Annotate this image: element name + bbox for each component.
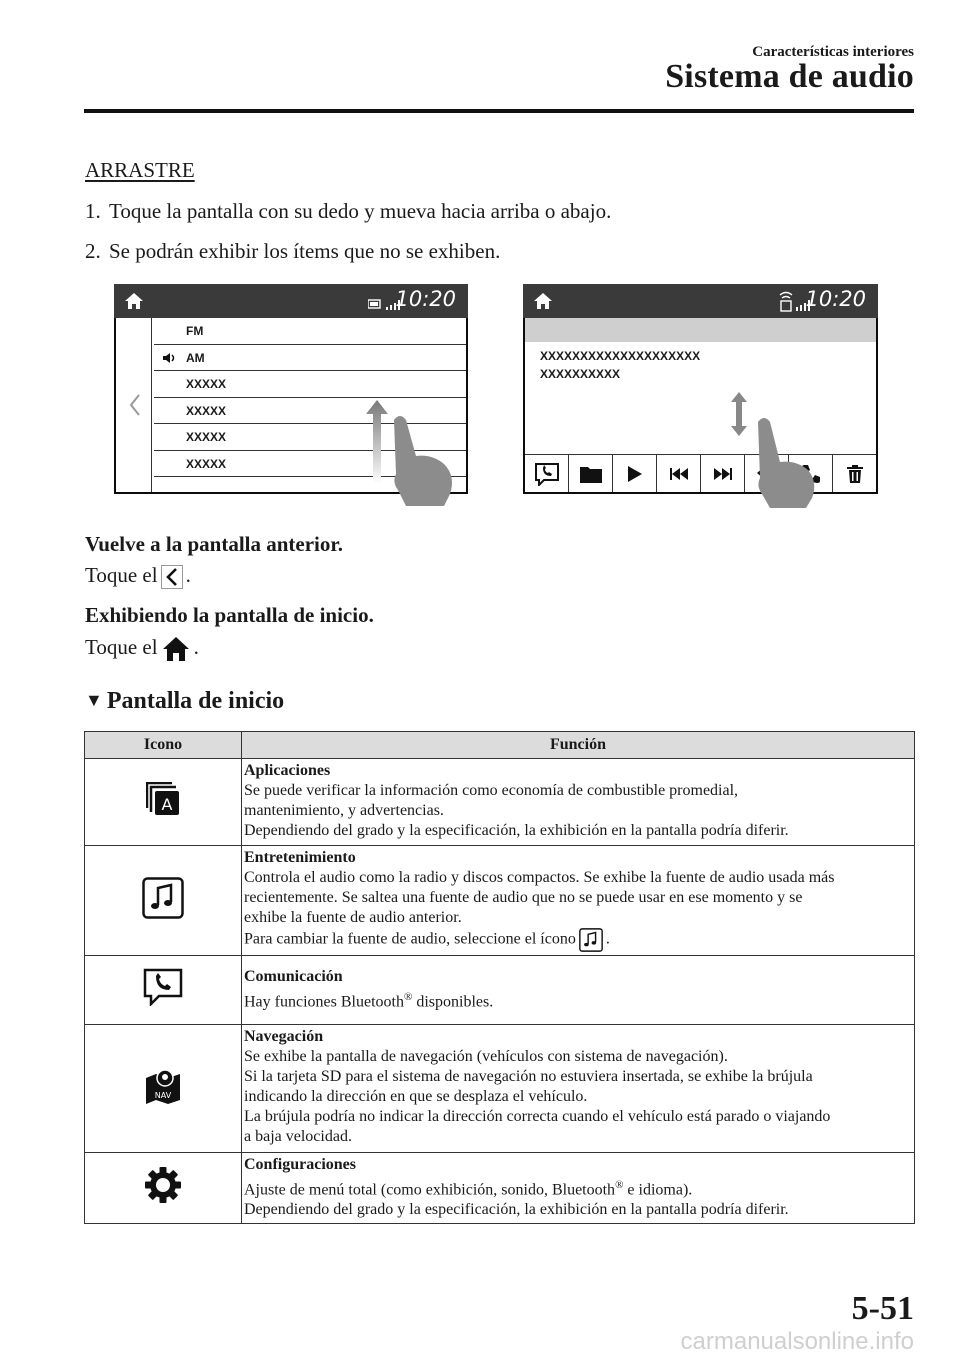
- home-screen-table: [84, 731, 915, 1224]
- previous-track-icon: [669, 467, 689, 481]
- message-screen-clock: 10:20: [805, 287, 866, 311]
- page-title: Sistema de audio: [665, 58, 914, 95]
- table-row: [85, 846, 915, 956]
- toolbar-slot: [657, 455, 701, 492]
- list-item: XXXXX: [154, 371, 466, 398]
- step-2-number: 2.: [85, 239, 101, 263]
- home-icon: [124, 292, 144, 310]
- table-row: [85, 1025, 915, 1153]
- trash-icon: [846, 464, 864, 484]
- icon-cell: [85, 1025, 242, 1153]
- function-cell: Entretenimiento Controla el audio como la radio y discos compactos. Se exhibe la fuente de audio usada más recientemente. Se saltea una fuente de audio que no se puede usar en ese momento y se exhibe la fuente de audio anterior. Para cambiar la fuente de audio, seleccione el ícono .: [242, 846, 915, 956]
- next-track-icon: [713, 467, 733, 481]
- communication-icon: [534, 462, 560, 486]
- back-instruction: Toque el .: [85, 563, 191, 589]
- icon-cell: [85, 956, 242, 1025]
- section-title: ▼ Pantalla de inicio: [85, 688, 285, 714]
- function-cell: Aplicaciones Se puede verificar la información como economía de combustible promedial, mantenimiento, y advertencias. Dependiendo del grado y la especificación, la exhibición en la pantalla podría diferir.: [242, 759, 915, 846]
- function-cell: Comunicación Hay funciones Bluetooth® disponibles.: [242, 956, 915, 1025]
- back-rail: [116, 318, 152, 492]
- entertainment-icon: [579, 928, 603, 952]
- home-icon: [533, 292, 553, 310]
- svg-text:A: A: [161, 795, 173, 814]
- header-section-label: Características interiores: [752, 44, 914, 60]
- list-screen-clock: 10:20: [395, 287, 456, 311]
- list-item: FM: [154, 318, 466, 345]
- message-screen-body: [525, 318, 876, 492]
- swipe-up-hand-icon: [362, 398, 462, 508]
- watermark: carmanualsonline.info: [680, 1328, 914, 1355]
- navigation-icon: [143, 1066, 183, 1106]
- gear-icon: [144, 1166, 182, 1204]
- list-item: XXXXX: [154, 424, 466, 451]
- message-screen-status-bar: [523, 284, 878, 318]
- back-chevron-icon: [130, 394, 140, 416]
- home-instruction: Toque el .: [85, 635, 199, 663]
- toolbar-slot: [701, 455, 745, 492]
- entertainment-icon: [142, 877, 184, 919]
- message-line-1: XXXXXXXXXXXXXXXXXXXX: [540, 349, 701, 363]
- folder-icon: [579, 464, 603, 484]
- scroll-updown-icon: [731, 392, 747, 436]
- svg-text:NAV: NAV: [154, 1090, 172, 1100]
- message-toolbar: [525, 454, 876, 492]
- function-cell: Configuraciones Ajuste de menú total (como exhibición, sonido, Bluetooth® e idioma). Dependiendo del grado y la especificación, la exhibición en la pantalla podría diferir.: [242, 1153, 915, 1224]
- back-chevron-icon: [161, 565, 183, 589]
- swipe-hand-icon: [752, 414, 818, 510]
- toolbar-slot: [833, 455, 876, 492]
- message-line-2: XXXXXXXXXX: [540, 367, 621, 381]
- section-marker-icon: ▼: [85, 690, 103, 710]
- drag-heading: ARRASTRE: [85, 158, 195, 182]
- list-item: XXXXX: [154, 451, 466, 478]
- list-item: AM: [154, 345, 466, 372]
- communication-icon: [143, 968, 183, 1006]
- page-number: 5-51: [851, 1290, 914, 1327]
- step-1-number: 1.: [85, 199, 101, 223]
- toolbar-slot: [525, 455, 569, 492]
- step-1-text: Toque la pantalla con su dedo y mueva hacia arriba o abajo.: [109, 199, 612, 223]
- list-screen-status-bar: [114, 284, 468, 318]
- home-icon: [161, 635, 191, 663]
- toolbar-slot: [569, 455, 613, 492]
- applications-icon: [146, 782, 180, 816]
- icon-cell: [85, 759, 242, 846]
- function-cell: Navegación Se exhibe la pantalla de navegación (vehículos con sistema de navegación). Si la tarjeta SD para el sistema de navegación no estuviera insertada, se exhibe la brújula indicando la dirección en que se desplaza el vehículo. La brújula podría no indicar la dirección correcta cuando el vehículo está parado o viajando a baja velocidad.: [242, 1025, 915, 1153]
- icon-cell: [85, 846, 242, 956]
- table-row: [85, 956, 915, 1025]
- speaker-icon: [162, 352, 178, 364]
- column-header-function: Función: [242, 732, 915, 759]
- play-icon: [627, 465, 643, 483]
- step-2-text: Se podrán exhibir los ítems que no se exhiben.: [109, 239, 501, 263]
- back-heading: Vuelve a la pantalla anterior.: [85, 532, 344, 556]
- table-header-row: [85, 732, 915, 759]
- icon-cell: [85, 1153, 242, 1224]
- column-header-icon: Icono: [85, 732, 242, 759]
- table-row: [85, 759, 915, 846]
- message-screen-illustration: [523, 284, 878, 494]
- step-1: [85, 199, 611, 224]
- table-row: [85, 1153, 915, 1224]
- list-item: XXXXX: [154, 398, 466, 425]
- home-heading: Exhibiendo la pantalla de inicio.: [85, 603, 374, 627]
- toolbar-slot: [613, 455, 657, 492]
- step-2: [85, 239, 500, 264]
- header-divider: [84, 109, 914, 113]
- message-header-band: [525, 318, 876, 342]
